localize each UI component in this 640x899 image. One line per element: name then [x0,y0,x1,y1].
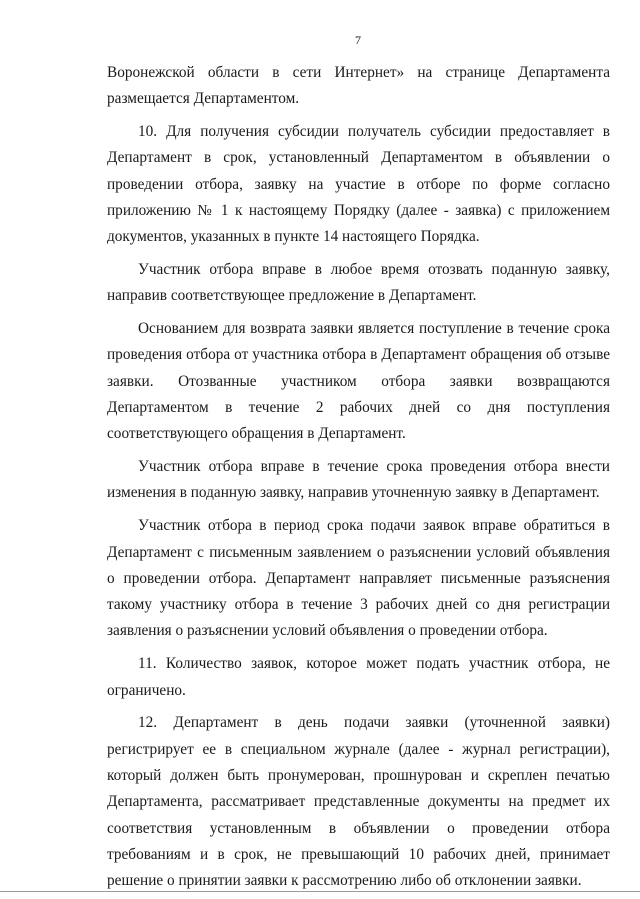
document-body [107,60,610,894]
paragraph-withdraw-application: Участник отбора вправе в любое время отозвать поданную заявку, направив соответствующее предложение в Департамент. [107,261,610,305]
paragraph-return-grounds: Основанием для возврата заявки является поступление в течение срока проведения отбора от участника отбора в Департамент обращения об отзыве заявки. Отозванные участником отбора заявки возвращаются Департаментом в течение 2 рабочих дней со дня поступления соответствующего обращения в Департамент. [107,320,610,443]
bottom-rule [0,891,640,892]
paragraph-item-10: 10. Для получения субсидии получатель субсидии предоставляет в Департамент в срок, установленный Департаментом в объявлении о проведении отбора, заявку на участие в отборе по форме согласно приложению № 1 к настоящему Порядку (далее - заявка) с приложением документов, указанных в пункте 14 настоящего Порядка. [107,123,610,246]
paragraph-clarification-request: Участник отбора в период срока подачи заявок вправе обратиться в Департамент с письменным заявлением о разъяснении условий объявления о проведении отбора. Департамент направляет письменные разъяснения такому участнику отбора в течение 3 рабочих дней со дня регистрации заявления о разъяснении условий объявления о проведении отбора. [107,517,610,640]
paragraph-amend-application: Участник отбора вправе в течение срока проведения отбора внести изменения в поданную заявку, направив уточненную заявку в Департамент. [107,458,610,502]
paragraph-continuation: Воронежской области в сети Интернет» на странице Департамента размещается Департаментом. [107,64,610,108]
paragraph-item-11: 11. Количество заявок, которое может подать участник отбора, не ограничено. [107,655,610,699]
page-number: 7 [355,33,361,47]
paragraph-item-12: 12. Департамент в день подачи заявки (уточненной заявки) регистрирует ее в специальном журнале (далее - журнал регистрации), который должен быть пронумерован, прошнурован и скреплен печатью Департамента, рассматривает представленные документы на предмет их соответствия установленным в объявлении о проведении отбора требованиям и в срок, не превышающий 10 рабочих дней, принимает решение о принятии заявки к рассмотрению либо об отклонении заявки. [107,714,610,890]
